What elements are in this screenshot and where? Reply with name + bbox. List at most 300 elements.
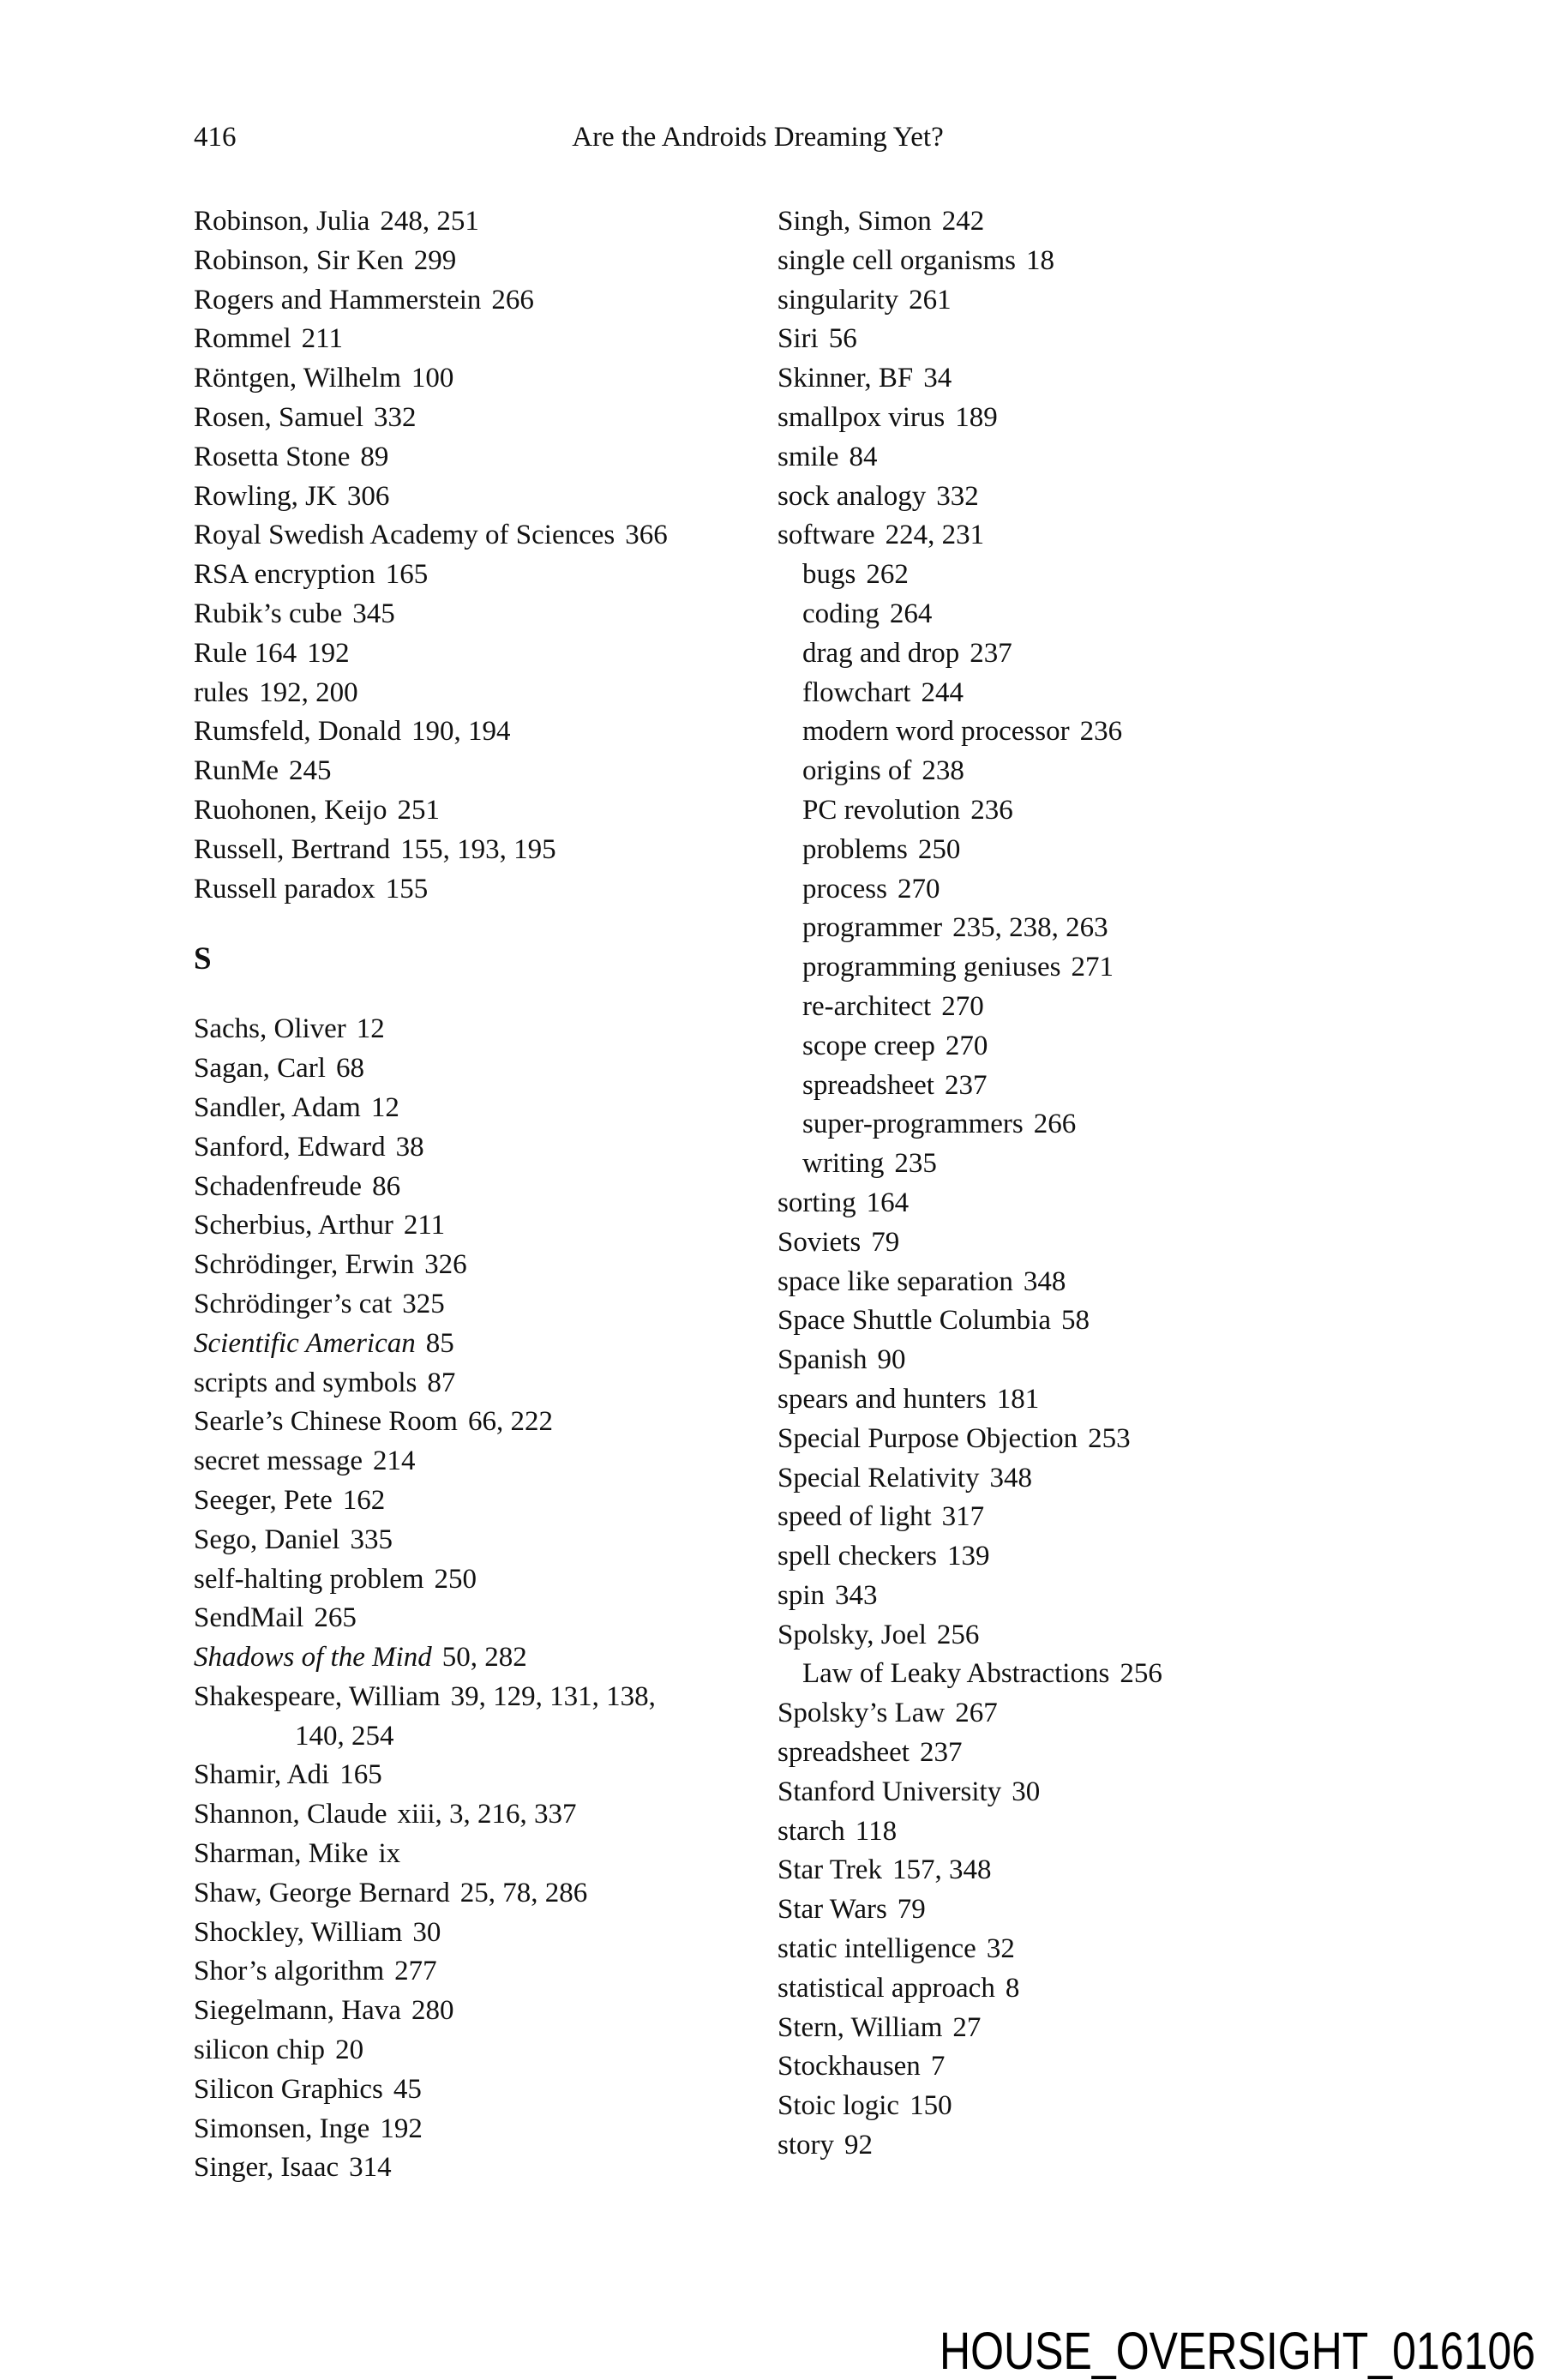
index-term: scope creep	[802, 1030, 935, 1061]
index-page-refs: 345	[352, 598, 395, 629]
index-term: process	[802, 873, 887, 905]
index-term: Simonsen, Inge	[194, 2113, 370, 2144]
index-term: Singer, Isaac	[194, 2152, 339, 2184]
index-term: Scherbius, Arthur	[194, 1210, 393, 1241]
index-page-refs: 270	[945, 1030, 988, 1061]
index-page-refs: 190, 194	[411, 716, 511, 748]
index-entry	[194, 202, 751, 242]
index-term: Schrödinger, Erwin	[194, 1249, 415, 1281]
index-term: problems	[802, 833, 908, 865]
index-entry	[194, 438, 751, 478]
index-page-refs: 267	[955, 1698, 998, 1729]
index-subentry	[778, 752, 1343, 791]
index-page-refs: 238	[922, 755, 964, 787]
index-page-refs: 237	[944, 1069, 988, 1101]
index-page-refs: 317	[941, 1501, 985, 1533]
index-page-refs: 32	[986, 1933, 1015, 1965]
index-page-refs: 332	[373, 401, 417, 433]
index-entry	[194, 1049, 751, 1089]
index-page-refs: 265	[314, 1602, 357, 1634]
index-entry	[778, 1223, 1343, 1263]
index-term: Skinner, BF	[778, 363, 914, 394]
index-term: Sanford, Edward	[194, 1131, 386, 1163]
index-page-refs: 366	[625, 520, 668, 551]
index-page-refs: 79	[871, 1226, 900, 1258]
index-subentry	[778, 791, 1343, 831]
index-entry	[778, 202, 1343, 242]
index-term: sock analogy	[778, 480, 927, 512]
index-page-refs: 348	[1023, 1265, 1066, 1297]
index-term: Special Purpose Objection	[778, 1422, 1078, 1454]
index-entry	[778, 2087, 1343, 2126]
index-term: silicon chip	[194, 2034, 326, 2066]
index-page-refs: 87	[427, 1367, 456, 1398]
index-term: coding	[802, 598, 880, 629]
index-entry	[194, 399, 751, 438]
index-page-refs: 79	[897, 1894, 926, 1926]
book-title: Are the Androids Dreaming Yet?	[572, 122, 944, 153]
index-entry	[778, 1616, 1343, 1656]
index-entry	[778, 2009, 1343, 2048]
section-letter-s: S	[194, 941, 212, 977]
index-term: Spanish	[778, 1344, 868, 1376]
index-entry	[194, 2031, 751, 2070]
index-term: Siri	[778, 323, 819, 355]
index-term: Soviets	[778, 1226, 862, 1258]
index-term: Singh, Simon	[778, 206, 932, 237]
index-page-refs: 261	[909, 284, 952, 316]
index-page-refs: 211	[301, 323, 343, 355]
index-entry	[194, 1403, 751, 1442]
index-entry	[778, 438, 1343, 478]
index-page-refs: 335	[350, 1524, 393, 1555]
index-entry	[194, 870, 751, 910]
index-term: speed of light	[778, 1501, 932, 1533]
index-term: spreadsheet	[778, 1737, 910, 1769]
index-term: Shor’s algorithm	[194, 1956, 385, 1987]
index-term: Rommel	[194, 323, 291, 355]
index-entry	[778, 1577, 1343, 1616]
index-term: Royal Swedish Academy of Sciences	[194, 520, 615, 551]
index-page-refs: 140, 254	[295, 1720, 394, 1752]
index-term: super-programmers	[802, 1109, 1024, 1140]
index-entry	[778, 1694, 1343, 1734]
index-term: static intelligence	[778, 1933, 976, 1965]
index-entry	[778, 281, 1343, 321]
index-term: Seeger, Pete	[194, 1484, 333, 1516]
index-page-refs: 12	[356, 1013, 385, 1045]
index-entry	[194, 1246, 751, 1285]
index-term: Rubik’s cube	[194, 598, 343, 629]
index-term: Shadows of the Mind	[194, 1642, 432, 1674]
index-page-refs: 211	[403, 1210, 446, 1241]
index-entry	[194, 595, 751, 634]
index-page-refs: 192	[380, 2113, 423, 2144]
index-term: Law of Leaky Abstractions	[802, 1658, 1110, 1690]
index-entry	[194, 2110, 751, 2149]
index-entry	[194, 320, 751, 359]
index-entry	[778, 1537, 1343, 1577]
index-term: singularity	[778, 284, 899, 316]
index-page-refs: 235, 238, 263	[952, 912, 1108, 944]
index-page-refs: 84	[849, 441, 878, 472]
index-page-refs: xiii, 3, 216, 337	[397, 1799, 577, 1830]
index-page-refs: 58	[1060, 1305, 1090, 1337]
index-term: secret message	[194, 1445, 363, 1477]
index-term: Schadenfreude	[194, 1170, 363, 1202]
index-page-refs: ix	[378, 1838, 401, 1870]
index-page-refs: 38	[395, 1131, 424, 1163]
index-subentry	[778, 870, 1343, 910]
index-page-refs: 270	[941, 990, 984, 1022]
index-entry	[194, 1835, 751, 1874]
index-term: flowchart	[802, 676, 911, 708]
index-page-refs: 165	[385, 559, 429, 591]
index-subentry	[778, 634, 1343, 674]
index-page-refs: 348	[989, 1462, 1033, 1494]
index-entry	[194, 1638, 751, 1678]
index-page-refs: 271	[1071, 952, 1114, 983]
index-term: smile	[778, 441, 839, 472]
index-entry	[194, 1599, 751, 1638]
index-entry	[778, 1969, 1343, 2009]
index-page-refs: 244	[921, 676, 964, 708]
index-page-refs: 214	[373, 1445, 416, 1477]
index-term: spears and hunters	[778, 1383, 987, 1415]
index-entry	[194, 478, 751, 517]
index-entry-continuation	[194, 1717, 751, 1757]
index-term: Star Trek	[778, 1854, 882, 1886]
index-entry	[778, 1930, 1343, 1969]
index-term: Shannon, Claude	[194, 1799, 387, 1830]
index-entry	[194, 2070, 751, 2110]
index-page-refs: 157, 348	[892, 1854, 992, 1886]
index-page-refs: 12	[370, 1091, 399, 1123]
index-term: statistical approach	[778, 1972, 995, 2004]
index-page-refs: 155	[385, 873, 429, 905]
index-page-refs: 236	[1079, 716, 1123, 748]
index-entry	[194, 1521, 751, 1560]
index-subentry	[778, 1655, 1343, 1694]
index-subentry	[778, 674, 1343, 713]
index-term: sorting	[778, 1187, 856, 1218]
index-page-refs: 256	[936, 1619, 980, 1650]
page-number: 416	[194, 122, 237, 153]
index-term: PC revolution	[802, 794, 961, 826]
index-subentry	[778, 1027, 1343, 1067]
index-term: smallpox virus	[778, 401, 946, 433]
index-page-refs: 139	[947, 1541, 990, 1572]
index-term: RunMe	[194, 755, 279, 787]
index-page-refs: 86	[372, 1170, 401, 1202]
index-page-refs: 25, 78, 286	[459, 1877, 588, 1908]
index-term: Robinson, Sir Ken	[194, 244, 404, 276]
index-term: Special Relativity	[778, 1462, 980, 1494]
index-page-refs: 192	[307, 637, 350, 669]
index-subentry	[778, 556, 1343, 595]
index-entry	[778, 1184, 1343, 1223]
index-entry	[194, 634, 751, 674]
index-term: Shaw, George Bernard	[194, 1877, 450, 1908]
index-entry	[194, 1678, 751, 1717]
index-term: Sharman, Mike	[194, 1838, 369, 1870]
index-entry	[194, 1206, 751, 1246]
index-term: origins of	[802, 755, 912, 787]
index-page-refs: 150	[910, 2090, 952, 2122]
index-entry	[778, 1341, 1343, 1380]
index-page-refs: 34	[923, 363, 952, 394]
index-term: Sego, Daniel	[194, 1524, 340, 1555]
index-term: Shamir, Adi	[194, 1759, 330, 1791]
index-page-refs: 236	[970, 794, 1013, 826]
index-page-refs: 266	[1033, 1109, 1077, 1140]
bates-stamp: HOUSE_OVERSIGHT_016106	[940, 2322, 1536, 2380]
index-page-refs: 248, 251	[380, 206, 479, 237]
index-entry	[194, 1756, 751, 1795]
index-entry	[194, 752, 751, 791]
index-term: programmer	[802, 912, 943, 944]
index-entry	[778, 478, 1343, 517]
index-term: Schrödinger’s cat	[194, 1288, 393, 1319]
index-page-refs: 39, 129, 131, 138,	[450, 1680, 656, 1712]
index-column-left	[194, 202, 751, 2188]
index-term: SendMail	[194, 1602, 304, 1634]
index-entry	[778, 1301, 1343, 1341]
index-page-refs: 314	[349, 2152, 392, 2184]
index-entry	[194, 1128, 751, 1168]
index-group-r	[194, 202, 751, 909]
index-term: Russell paradox	[194, 873, 375, 905]
index-term: Shakespeare, William	[194, 1680, 441, 1712]
index-page-refs: 280	[411, 1995, 454, 2027]
index-term: Rosen, Samuel	[194, 401, 363, 433]
index-entry	[194, 1325, 751, 1364]
index-subentry	[778, 909, 1343, 948]
index-term: Rogers and Hammerstein	[194, 284, 482, 316]
index-term: modern word processor	[802, 716, 1070, 748]
index-subentry	[778, 988, 1343, 1027]
index-page-refs: 325	[402, 1288, 445, 1319]
index-entry	[778, 2126, 1343, 2166]
index-page-refs: 326	[424, 1249, 467, 1281]
index-entry	[194, 1168, 751, 1207]
index-page-refs: 164	[866, 1187, 910, 1218]
index-column-right	[778, 202, 1343, 2166]
index-page-refs: 162	[342, 1484, 386, 1516]
index-term: Siegelmann, Hava	[194, 1995, 401, 2027]
index-page-refs: 250	[917, 833, 961, 865]
index-entry	[194, 2149, 751, 2188]
index-entry	[778, 1459, 1343, 1499]
index-term: Scientific American	[194, 1327, 416, 1359]
index-entry	[778, 1263, 1343, 1302]
index-entry	[194, 1089, 751, 1128]
index-entry	[194, 1952, 751, 1992]
index-entry	[778, 516, 1343, 556]
index-entry	[778, 1773, 1343, 1812]
index-subentry	[778, 595, 1343, 634]
index-term: Sagan, Carl	[194, 1053, 326, 1085]
index-page-refs: 189	[955, 401, 998, 433]
index-term: self-halting problem	[194, 1563, 424, 1595]
index-entry	[194, 1010, 751, 1049]
index-page-refs: 253	[1088, 1422, 1131, 1454]
index-page-refs: 66, 222	[467, 1406, 553, 1438]
index-term: Robinson, Julia	[194, 206, 370, 237]
index-term: rules	[194, 676, 249, 708]
index-subentry	[778, 948, 1343, 988]
index-term: drag and drop	[802, 637, 960, 669]
index-page-refs: 251	[397, 794, 440, 826]
index-term: scripts and symbols	[194, 1367, 417, 1398]
index-term: RSA encryption	[194, 559, 375, 591]
running-head	[0, 118, 1543, 156]
index-entry	[194, 1560, 751, 1600]
index-term: Spolsky, Joel	[778, 1619, 927, 1650]
index-entry	[194, 281, 751, 321]
index-entry	[778, 359, 1343, 399]
index-term: Rosetta Stone	[194, 441, 351, 472]
index-entry	[778, 1812, 1343, 1852]
index-term: Rule 164	[194, 637, 297, 669]
index-page-refs: 245	[289, 755, 332, 787]
index-entry	[194, 712, 751, 752]
index-entry	[194, 1795, 751, 1835]
index-term: Searle’s Chinese Room	[194, 1406, 458, 1438]
index-term: re-architect	[802, 990, 932, 1022]
index-group-s	[194, 1010, 751, 2188]
index-page-refs: 235	[894, 1148, 937, 1180]
index-page-refs: 250	[434, 1563, 477, 1595]
index-page-refs: 89	[360, 441, 389, 472]
index-entry	[194, 359, 751, 399]
index-page-refs: 18	[1026, 244, 1055, 276]
index-entry	[778, 242, 1343, 281]
index-term: spell checkers	[778, 1541, 937, 1572]
index-term: Stoic logic	[778, 2090, 900, 2122]
index-term: Rowling, JK	[194, 480, 337, 512]
index-term: Space Shuttle Columbia	[778, 1305, 1051, 1337]
index-term: Star Wars	[778, 1894, 887, 1926]
index-page-refs: 242	[941, 206, 985, 237]
index-page-refs: 192, 200	[259, 676, 358, 708]
index-term: Sachs, Oliver	[194, 1013, 346, 1045]
index-term: software	[778, 520, 875, 551]
index-page-refs: 45	[393, 2073, 422, 2105]
index-page-refs: 155, 193, 195	[400, 833, 556, 865]
index-group-s-continued	[778, 202, 1343, 2166]
index-entry	[778, 1851, 1343, 1890]
index-page-refs: 266	[491, 284, 534, 316]
index-entry	[194, 1481, 751, 1521]
index-entry	[194, 556, 751, 595]
index-page-refs: 8	[1005, 1972, 1020, 2004]
index-term: Ruohonen, Keijo	[194, 794, 387, 826]
index-page-refs: 299	[413, 244, 457, 276]
index-term: programming geniuses	[802, 952, 1061, 983]
index-entry	[194, 1992, 751, 2031]
index-term: story	[778, 2130, 834, 2161]
index-page-refs: 50, 282	[441, 1642, 527, 1674]
index-page-refs: 118	[855, 1815, 898, 1847]
index-subentry	[778, 831, 1343, 870]
index-page-refs: 237	[970, 637, 1012, 669]
index-page-refs: 30	[412, 1916, 441, 1948]
index-page-refs: 256	[1120, 1658, 1162, 1690]
index-page-refs: 264	[889, 598, 933, 629]
index-term: Stern, William	[778, 2011, 943, 2043]
index-entry	[194, 1442, 751, 1481]
index-page-refs: 343	[835, 1579, 878, 1611]
index-term: spreadsheet	[802, 1069, 934, 1101]
index-page-refs: 277	[394, 1956, 437, 1987]
index-term: Stanford University	[778, 1776, 1002, 1807]
index-page-refs: 262	[866, 559, 909, 591]
index-term: Sandler, Adam	[194, 1091, 361, 1123]
index-page-refs: 68	[335, 1053, 364, 1085]
index-page-refs: 85	[425, 1327, 454, 1359]
index-entry	[194, 1364, 751, 1403]
index-page-refs: 332	[936, 480, 979, 512]
index-entry	[778, 1420, 1343, 1459]
index-entry	[194, 242, 751, 281]
index-entry	[778, 2047, 1343, 2087]
index-term: space like separation	[778, 1265, 1013, 1297]
index-entry	[778, 1890, 1343, 1930]
index-page-refs: 306	[346, 480, 390, 512]
index-entry	[194, 791, 751, 831]
index-entry	[194, 1914, 751, 1953]
index-entry	[194, 516, 751, 556]
index-entry	[778, 1380, 1343, 1420]
index-entry	[778, 1498, 1343, 1537]
index-page-refs: 20	[335, 2034, 364, 2066]
index-term: Silicon Graphics	[194, 2073, 383, 2105]
index-entry	[778, 1734, 1343, 1773]
index-page-refs: 27	[952, 2011, 982, 2043]
index-entry	[778, 399, 1343, 438]
index-subentry	[778, 1145, 1343, 1184]
index-subentry	[778, 1105, 1343, 1145]
index-term: Spolsky’s Law	[778, 1698, 946, 1729]
index-term: Stockhausen	[778, 2051, 921, 2082]
index-page-refs: 30	[1012, 1776, 1041, 1807]
index-page-refs: 237	[919, 1737, 963, 1769]
index-term: single cell organisms	[778, 244, 1017, 276]
index-page-refs: 56	[828, 323, 857, 355]
index-page-refs: 270	[897, 873, 940, 905]
index-term: bugs	[802, 559, 856, 591]
index-page-refs: 100	[411, 363, 454, 394]
index-term: writing	[802, 1148, 885, 1180]
index-page-refs: 224, 231	[885, 520, 985, 551]
index-entry	[194, 1285, 751, 1325]
index-term: spin	[778, 1579, 826, 1611]
index-page-refs: 165	[339, 1759, 382, 1791]
index-entry	[778, 320, 1343, 359]
index-subentry	[778, 1067, 1343, 1106]
index-term: starch	[778, 1815, 845, 1847]
index-page-refs: 92	[844, 2130, 873, 2161]
index-term: Rumsfeld, Donald	[194, 716, 401, 748]
index-entry	[194, 674, 751, 713]
index-entry	[194, 831, 751, 870]
index-term: Russell, Bertrand	[194, 833, 391, 865]
index-term: Shockley, William	[194, 1916, 403, 1948]
index-page-refs: 90	[877, 1344, 906, 1376]
index-page-refs: 181	[996, 1383, 1040, 1415]
index-term: Röntgen, Wilhelm	[194, 363, 401, 394]
